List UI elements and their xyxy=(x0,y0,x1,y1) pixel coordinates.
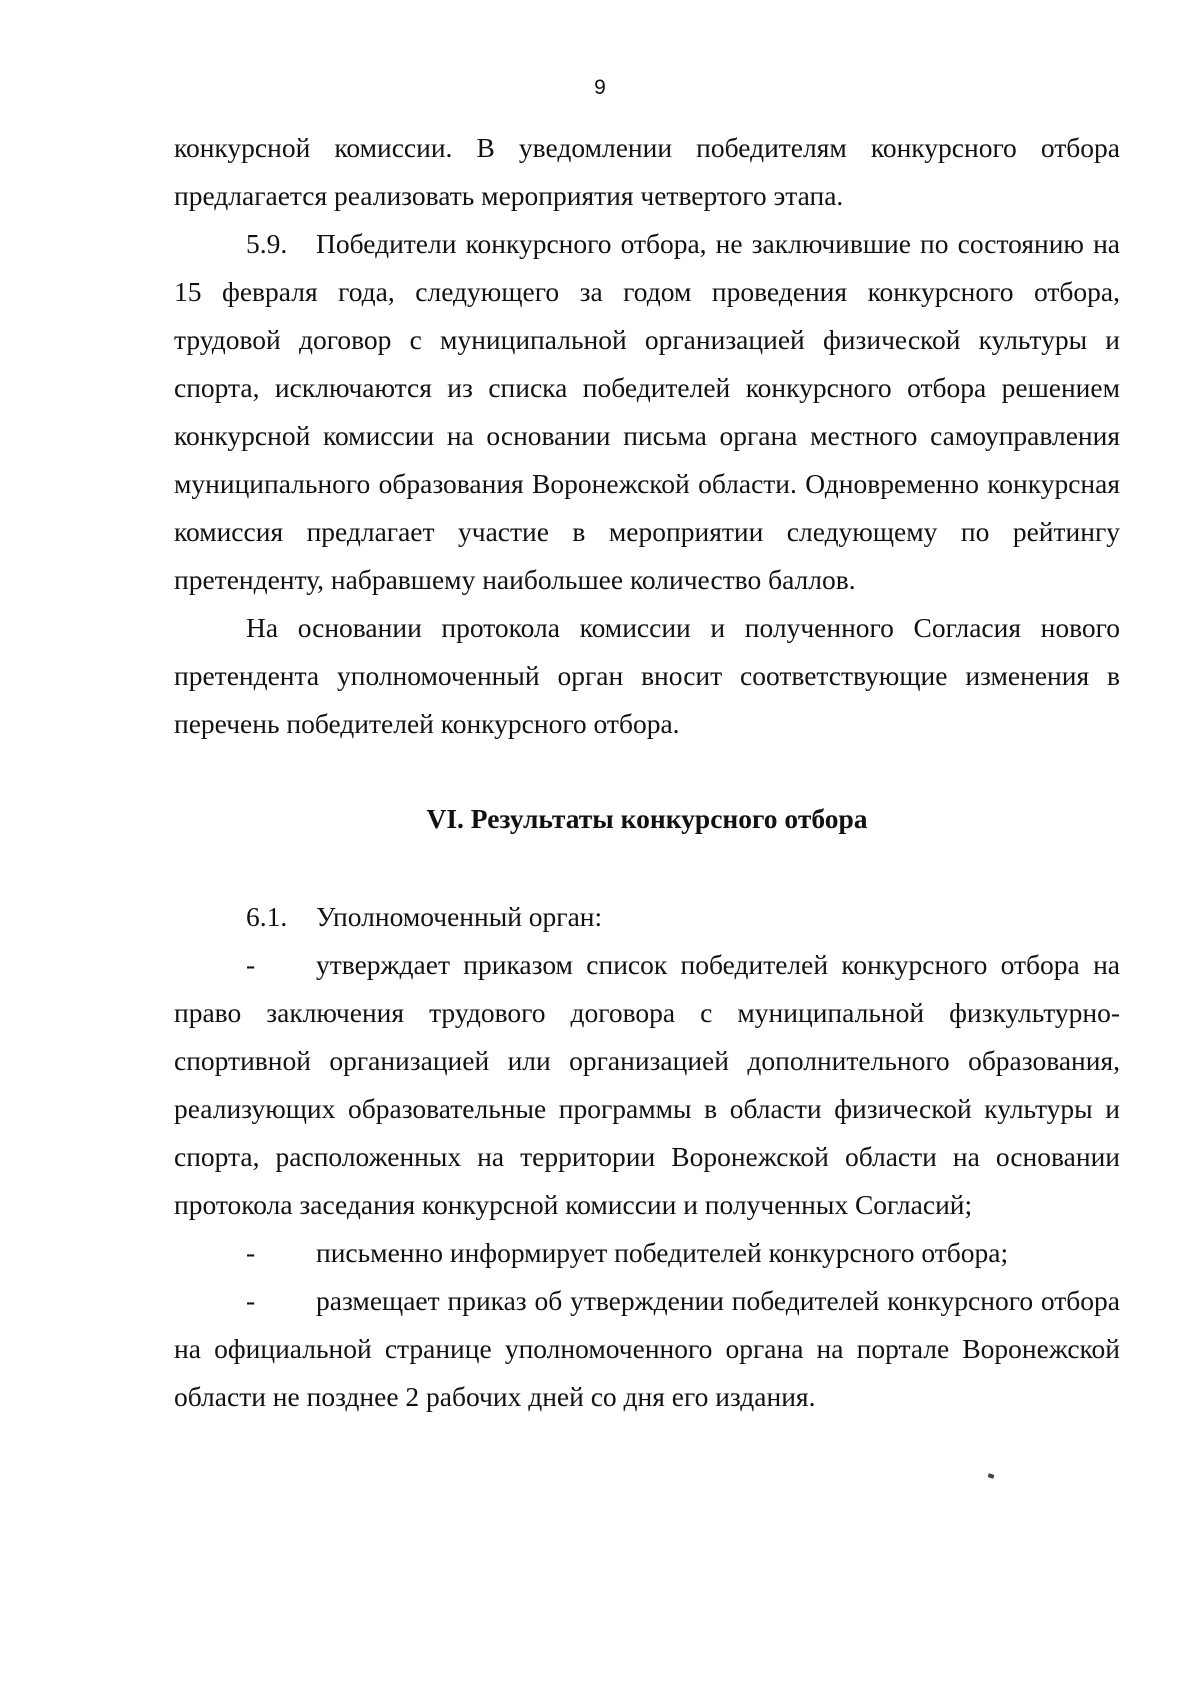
document-body xyxy=(174,124,1120,1421)
list-item xyxy=(174,1229,1120,1277)
clause-number: 6.1. xyxy=(246,901,288,932)
clause-number: 5.9. xyxy=(246,228,288,259)
bullet-dash: - xyxy=(246,1237,256,1268)
bullet-dash: - xyxy=(246,949,256,980)
scan-speck xyxy=(987,1473,994,1479)
section-heading: VI. Результаты конкурсного отбора xyxy=(426,803,868,834)
paragraph-protocol: На основании протокола комиссии и полученного Согласия нового претендента уполномоченный орган вносит соответствующие изменения в перечень победителей конкурсного отбора. xyxy=(174,612,1120,739)
list-item-text: утверждает приказом список победителей конкурсного отбора на право заключения трудового договора с муниципальной физкультурно-спортивной организацией или организацией дополнительного образования, реализующих образовательные программы в области физической культуры и спорта, расположенных на территории Воронежской области на основании протокола заседания конкурсной комиссии и полученных Согласий; xyxy=(174,949,1120,1220)
paragraph-6-1 xyxy=(174,893,1120,941)
bullet-dash: - xyxy=(246,1285,256,1316)
paragraph-continuation: конкурсной комиссии. В уведомлении победителям конкурсного отбора предлагается реализовать мероприятия четвертого этапа. xyxy=(174,132,1120,211)
list-item-text: размещает приказ об утверждении победителей конкурсного отбора на официальной странице уполномоченного органа на портале Воронежской области не позднее 2 рабочих дней со дня его издания. xyxy=(174,1285,1120,1412)
clause-text: Уполномоченный орган: xyxy=(316,901,603,932)
clause-text: Победители конкурсного отбора, не заключившие по состоянию на 15 февраля года, следующего за годом проведения конкурсного отбора, трудовой договор с муниципальной организацией физической культуры и спорта, исключаются из списка победителей конкурсного отбора решением конкурсной комиссии на основании письма органа местного самоуправления муниципального образования Воронежской области. Одновременно конкурсная комиссия предлагает участие в мероприятии следующему по рейтингу претенденту, набравшему наибольшее количество баллов. xyxy=(174,228,1120,595)
list-item xyxy=(174,941,1120,1229)
list-item xyxy=(174,1277,1120,1421)
page-number: 9 xyxy=(594,76,606,99)
list-item-text: письменно информирует победителей конкурсного отбора; xyxy=(316,1237,1009,1268)
paragraph-5-9 xyxy=(174,220,1120,604)
